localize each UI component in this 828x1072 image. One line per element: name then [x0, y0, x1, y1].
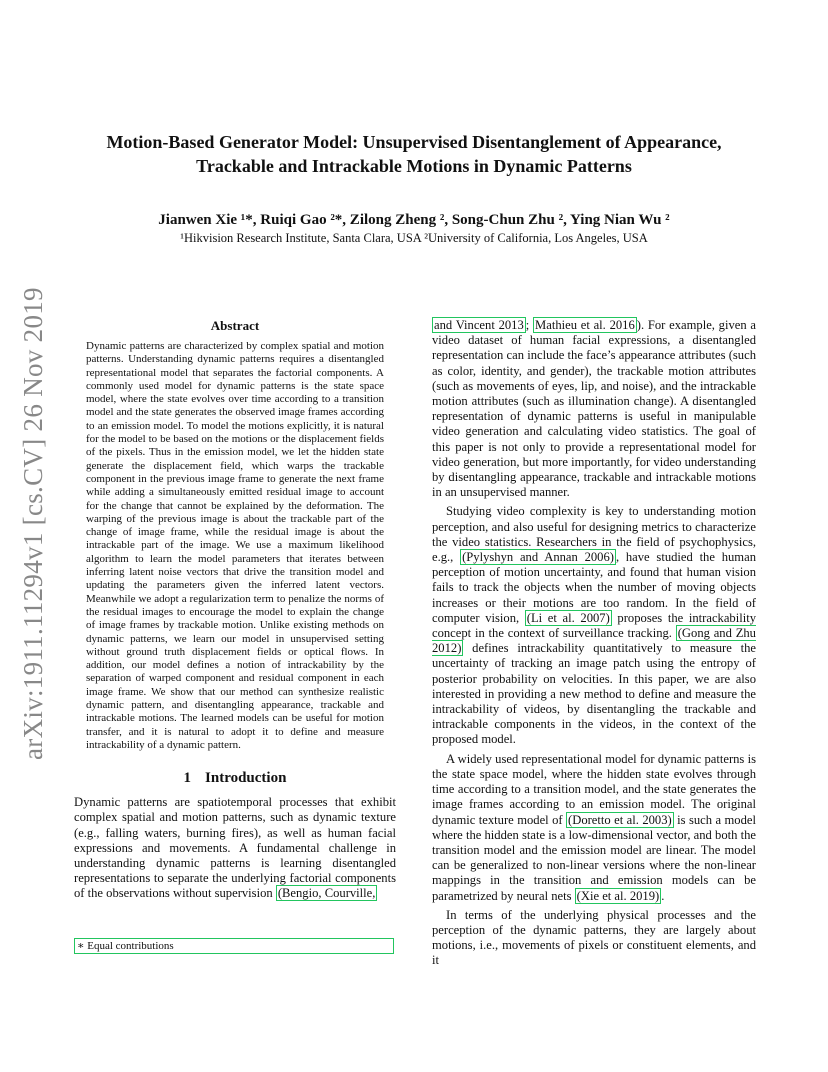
section-number: 1	[183, 770, 192, 787]
body-text: is such a model where the hidden state is a low-dimensional vector, and both the transition model and the emission model are linear. The model can be generalized to non-linear versions where the non-linear mappings in the transition and emission models can be parametrized by neural nets	[432, 812, 756, 903]
citation-separator: ;	[525, 318, 534, 332]
author-list: Jianwen Xie ¹*, Ruiqi Gao ²*, Zilong Zheng ², Song-Chun Zhu ², Ying Nian Wu ²	[158, 212, 670, 228]
title-line-1: Motion-Based Generator Model: Unsupervised Disentanglement of Appearance,	[106, 132, 722, 152]
citation-link[interactable]: (Xie et al. 2019)	[576, 888, 660, 903]
paper-title	[60, 130, 768, 178]
body-paragraph-3	[432, 752, 756, 904]
abstract-text: Dynamic patterns are characterized by complex spatial and motion patterns. Understanding dynamic patterns requires a disentangled representational model that separates the factorial components. A commonly used model for dynamic patterns is the state space model, where the state evolves over time according to a transition model and the state generates the observed image frames according to an emission model. To model the motions explicitly, it is natural for the model to be based on the motions or the displacement fields of the pixels. Thus in the emission model, we let the hidden state generate the displacement field, which warps the trackable component in the previous image frame to generate the next frame while adding a simultaneously emitted residual image to account for the change that cannot be explained by the deformation. The warping of the previous image is about the trackable part of the change of image frame, while the residual image is about the intrackable part of the image. We use a maximum likelihood algorithm to learn the model parameters that iterates between inferring latent noise vectors that drive the transition model and updating the parameters given the inferred latent vectors. Meanwhile we adopt a regularization term to penalize the norms of the residual images to encourage the model to explain the change of image frames by trackable motion. Unlike existing methods on dynamic patterns, we learn our model in unsupervised setting without ground truth displacement fields or optical flows. In addition, our model defines a notion of intrackability by the separation of warped component and residual component in each image frame. We show that our method can synthesize realistic dynamic pattern, and disentangling appearance, trackable and intrackable motions. The learned models can be useful for motion transfer, and it is natural to adopt it to define and measure intrackability of a dynamic pattern.	[86, 340, 384, 751]
body-text: defines intrackability quantitatively to measure the uncertainty of tracking an image patch using the entropy of posterior probability on velocities. In this paper, we are also interested in providing a new method to define and measure the intrackability of videos, by disentangling the trackable and intrackable components in the videos, in the context of the proposed model.	[432, 641, 756, 747]
body-text: proposes the intrackability concept in the context of surveillance tracking.	[432, 610, 757, 641]
intro-text: Dynamic patterns are spatiotemporal processes that exhibit complex spatial and motion patterns, such as dynamic texture (e.g., falling waters, burning fires), as well as human facial expressions and movements. A fundamental challenge in understanding dynamic patterns is learning disentangled representations to separate the underlying factorial components of the observations without supervision	[74, 795, 396, 901]
citation-link[interactable]: Mathieu et al. 2016	[535, 318, 635, 332]
body-text: A widely used representational model for dynamic patterns is the state space model, where the hidden state evolves through time according to a transition model, and the state generates the image frames according to an emission model. The original dynamic texture model of	[432, 751, 756, 827]
citation-link[interactable]: and Vincent 2013	[434, 318, 524, 332]
left-column	[74, 318, 396, 902]
affiliations: ¹Hikvision Research Institute, Santa Clara, USA ²University of California, Los Angeles, USA	[180, 231, 648, 245]
section-heading-introduction	[74, 770, 396, 787]
footnote-equal-contributions[interactable]: ∗ Equal contributions	[74, 938, 394, 954]
body-paragraph-2	[432, 504, 756, 747]
right-column	[432, 318, 756, 969]
body-text: , have studied the human perception of motion uncertainty, and found that human vision fails to track the objects when the number of moving objects increases or their motions are too random. In the field of computer vision,	[432, 550, 756, 625]
citation-link[interactable]: (Bengio, Courville,	[277, 886, 376, 901]
body-text: Studying video complexity is key to understanding motion perception, and also useful for designing metrics to characterize the video statistics. Researchers in the field of psychophysics, e.g.,	[432, 504, 756, 565]
body-text: .	[661, 888, 665, 903]
intro-paragraph-1	[74, 795, 396, 901]
title-line-2: Trackable and Intrackable Motions in Dynamic Patterns	[196, 156, 632, 176]
citation-link[interactable]: (Gong and Zhu 2012)	[432, 626, 756, 656]
body-text: ). For example, given a video dataset of human facial expressions, a disentangled representation can include the face’s appearance attributes (such as color, identity, and gender), the trackable motion attributes (such as movements of eyes, lip, and noise), and the intrackable motion attributes (such as illumination change). A disentangled representation of dynamic patterns is useful in manipulable video generation and calculating video statistics. The goal of this paper is not only to provide a representational model for video generation, but more importantly, for video understanding by disentangling appearance, trackable and intrackable motions in an unsupervised manner.	[432, 318, 756, 500]
citation-link[interactable]: (Pylyshyn and Annan 2006)	[462, 550, 614, 565]
body-paragraph-4: In terms of the underlying physical processes and the perception of the dynamic patterns, they are largely about motions, i.e., movements of pixels or constituent elements, and it	[432, 907, 756, 968]
body-paragraph-1	[432, 318, 756, 500]
citation-link[interactable]: (Doretto et al. 2003)	[568, 812, 672, 827]
citation-link[interactable]: (Li et al. 2007)	[526, 610, 610, 625]
abstract-heading: Abstract	[210, 318, 260, 333]
arxiv-stamp: arXiv:1911.11294v1 [cs.CV] 26 Nov 2019	[18, 287, 48, 760]
section-title: Introduction	[205, 770, 287, 787]
